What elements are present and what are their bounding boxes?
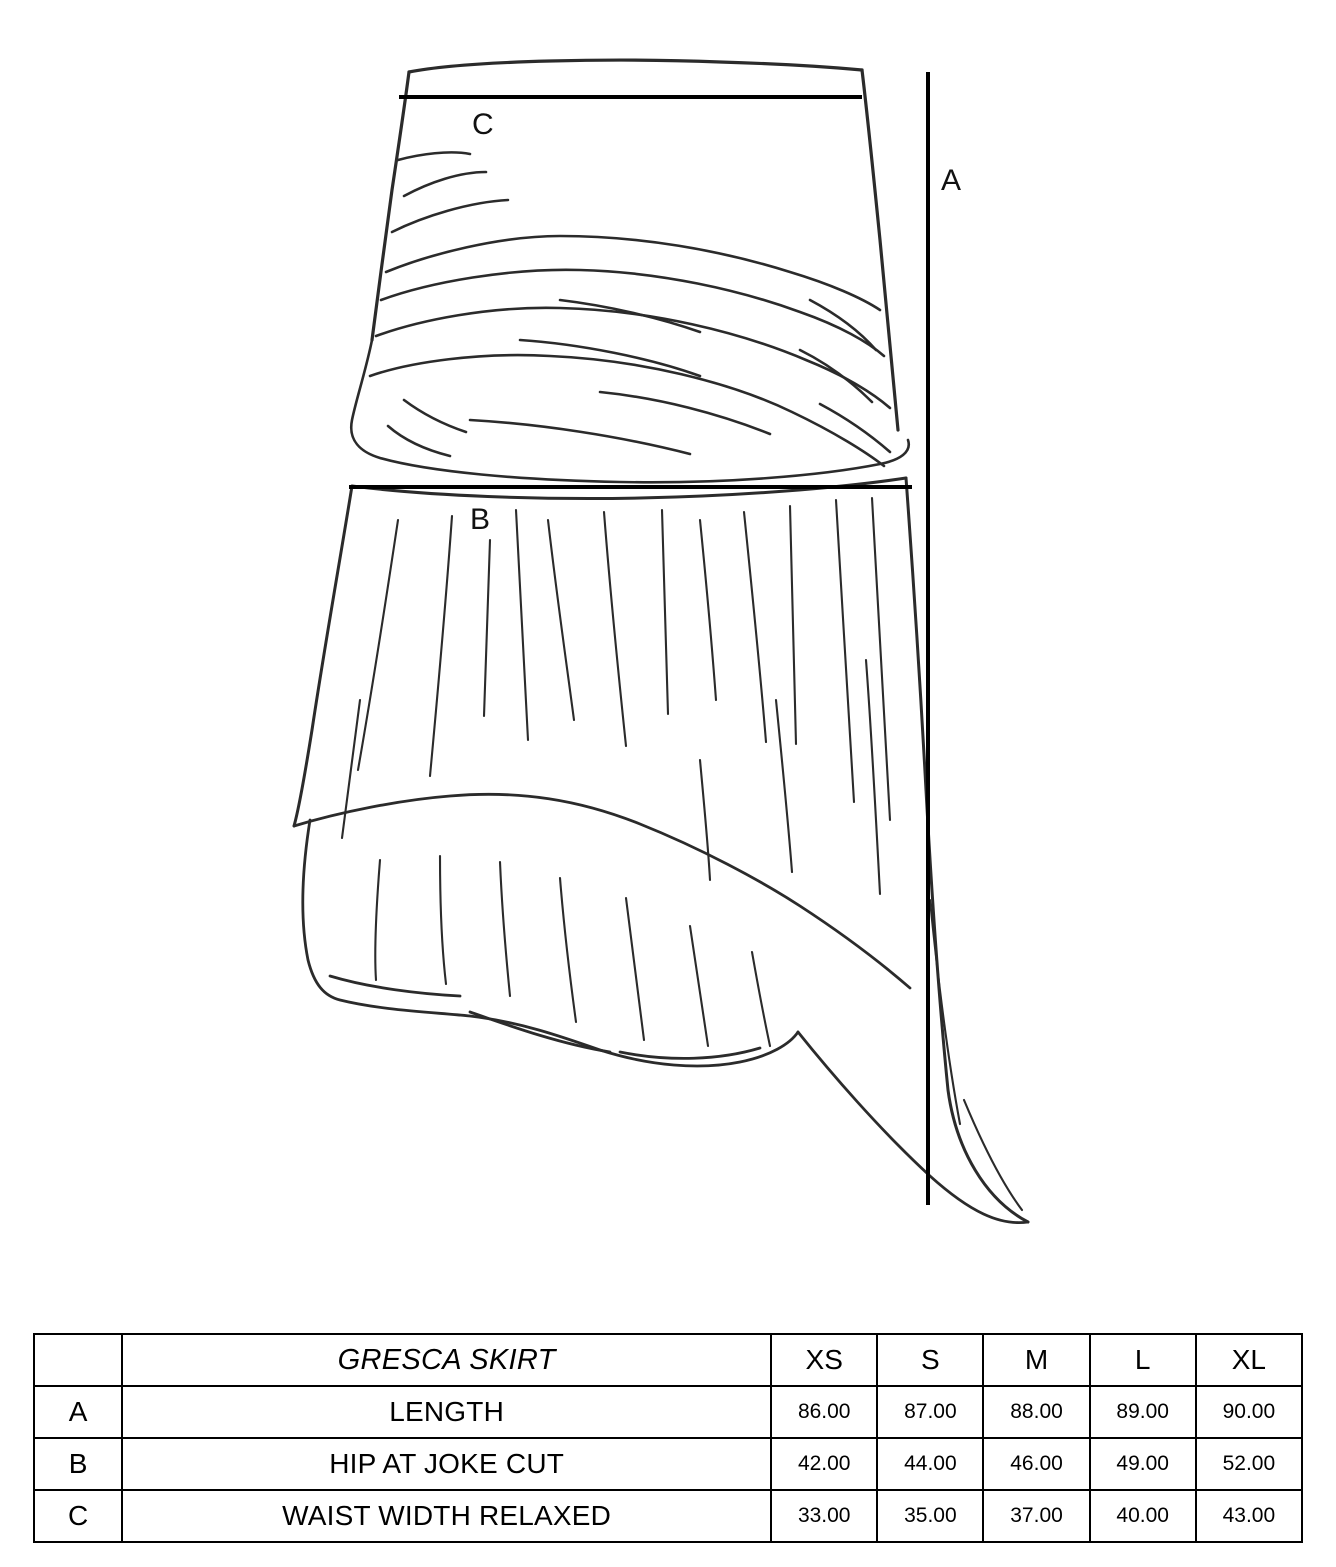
header-code-cell <box>34 1334 122 1386</box>
row-a-value-xs: 86.00 <box>771 1386 877 1438</box>
row-c-value-xs: 33.00 <box>771 1490 877 1542</box>
lower-tier-hem <box>303 820 1028 1223</box>
skirt-body <box>294 478 1028 1222</box>
row-description-c: WAIST WIDTH RELAXED <box>122 1490 771 1542</box>
row-b-value-s: 44.00 <box>877 1438 983 1490</box>
row-b-value-l: 49.00 <box>1090 1438 1196 1490</box>
row-a-value-m: 88.00 <box>983 1386 1089 1438</box>
table-row <box>34 1490 1302 1542</box>
row-a-value-l: 89.00 <box>1090 1386 1196 1438</box>
size-chart <box>33 1333 1303 1543</box>
size-header-m: M <box>983 1334 1089 1386</box>
table-row <box>34 1438 1302 1490</box>
table-header-row <box>34 1334 1302 1386</box>
row-c-value-s: 35.00 <box>877 1490 983 1542</box>
ruched-yoke <box>351 152 909 482</box>
row-c-value-l: 40.00 <box>1090 1490 1196 1542</box>
table-row <box>34 1386 1302 1438</box>
row-code-a: A <box>34 1386 122 1438</box>
row-description-a: LENGTH <box>122 1386 771 1438</box>
row-a-value-s: 87.00 <box>877 1386 983 1438</box>
dimension-label-c: C <box>472 108 494 141</box>
dimension-label-b: B <box>470 503 491 536</box>
upper-tier-hem <box>294 794 910 988</box>
row-description-b: HIP AT JOKE CUT <box>122 1438 771 1490</box>
size-header-xl: XL <box>1196 1334 1302 1386</box>
row-code-b: B <box>34 1438 122 1490</box>
size-header-l: L <box>1090 1334 1196 1386</box>
row-b-value-m: 46.00 <box>983 1438 1089 1490</box>
row-c-value-m: 37.00 <box>983 1490 1089 1542</box>
row-b-value-xs: 42.00 <box>771 1438 877 1490</box>
size-header-s: S <box>877 1334 983 1386</box>
dimension-label-a: A <box>941 164 962 197</box>
garment-title: GRESCA SKIRT <box>122 1334 771 1386</box>
skirt-drape-lines <box>342 498 1022 1210</box>
size-header-xs: XS <box>771 1334 877 1386</box>
waistband-outline <box>372 60 898 430</box>
row-a-value-xl: 90.00 <box>1196 1386 1302 1438</box>
row-c-value-xl: 43.00 <box>1196 1490 1302 1542</box>
row-b-value-xl: 52.00 <box>1196 1438 1302 1490</box>
row-code-c: C <box>34 1490 122 1542</box>
measurement-guides <box>349 72 928 1205</box>
measurement-table <box>33 1333 1303 1543</box>
